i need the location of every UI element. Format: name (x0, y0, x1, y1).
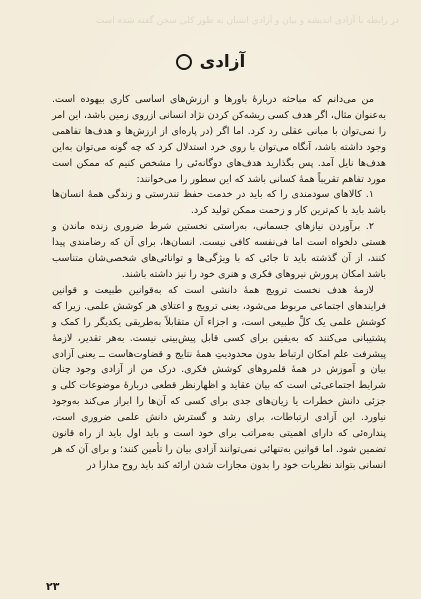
chapter-title: آزادی (199, 52, 246, 72)
chapter-heading (0, 52, 421, 72)
circle-icon (176, 54, 192, 70)
page-number: ۲۳ (46, 580, 60, 593)
bleed-through-text: در رابطه با آزادی اندیشه و بیان و آزادی انسان به طور کلی سخن گفته شده است (95, 16, 399, 26)
freedom-paragraph: لازمهٔ هدف نخست ترویج همهٔ دانشی است که به‌قوانین طبیعت و قوانین فرایندهای اجتماعی مربوط می‌شود، یعنی ترویج و اعتلای هر کوشش علمی. زیرا که کوشش علمی یک کلِّ طبیعی است، و اجزاء آن متقابلاً به‌طریقی یکدیگر را کمک و پشتیبانی می‌کنند که به‌یقین برای کسی قابل پیش‌بینی نیست. به‌هر تقدیر، لازمهٔ پیشرفت علم امکان ارتباط بدون محدودیتِ همهٔ نتایج و قضاوت‌هاست ــ یعنی آزادی بیان و آموزش در همهٔ قلمروهای کوشش فکری. درک من از آزادی وجود چنان شرایط اجتماعی‌ئی است که بیان عقاید و اظهارنظر قطعی دربارهٔ موضوعات کلی و جزئی دانش خطرات یا زیان‌های جدی برای کسی که آن‌ها را ابراز می‌کند به‌وجود نیاورد. این آزادی ارتباطات، برای رشد و گسترش دانش علمی ضروری است، پنداره‌ئی که دارای اهمیتی به‌مراتب برای خود است و باید اول باید از راه قانون تضمین شود. اما قوانین به‌تنهائی نمی‌توانند آزادی بیان را تأمین کنند؛ و برای آن که هر انسانی بتواند نظریات خود را بدون مجازات شدن ارائه کند باید روح مدارا در (52, 284, 386, 471)
body-text (52, 92, 386, 474)
goal-two-paragraph: ۲. برآوردن نیازهای جسمانی، به‌راستی نخستین شرط ضروری زنده ماندن و هستی دلخواه است اما فی‌نفسه کافی نیست. انسان‌ها، برای آن که رضامندی پیدا کنند، از آن گذشته باید تا جائی که با ویژگی‌ها و توانائی‌های شخصی‌شان متناسب باشد امکان پرورش نیروهای فکری و هنری خود را نیز داشته باشند. (52, 221, 386, 280)
intro-paragraph: من می‌دانم که مباحثه دربارهٔ باورها و ارزش‌های اساسی کاری بیهوده است. به‌عنوان مثال، اگر هدف کسی ریشه‌کن کردن نژاد انسانی ازروی زمین باشد، این امر را نمی‌توان با مبانی عقلی رد کرد. اما اگر (در پاره‌ای از ارزش‌ها و هدف‌ها تفاهمی وجود داشته باشد، آنگاه می‌توان با روی خرد استدلال کرد که چه گونه می‌توان به‌این هدف‌ها نایل آمد. پس بگذارید هدف‌های دوگانه‌ئی را مشخص کنیم که ممکن است مورد تفاهم تقریباً همهٔ کسانی باشد که این سطور را می‌خوانند: (52, 94, 386, 185)
goal-one-paragraph: ۱. کالاهای سودمندی را که باید در خدمت حفظ تندرستی و زندگی همهٔ انسان‌ها باشد باید با کم‌ترین کار و زحمت ممکن تولید کرد. (52, 189, 386, 217)
